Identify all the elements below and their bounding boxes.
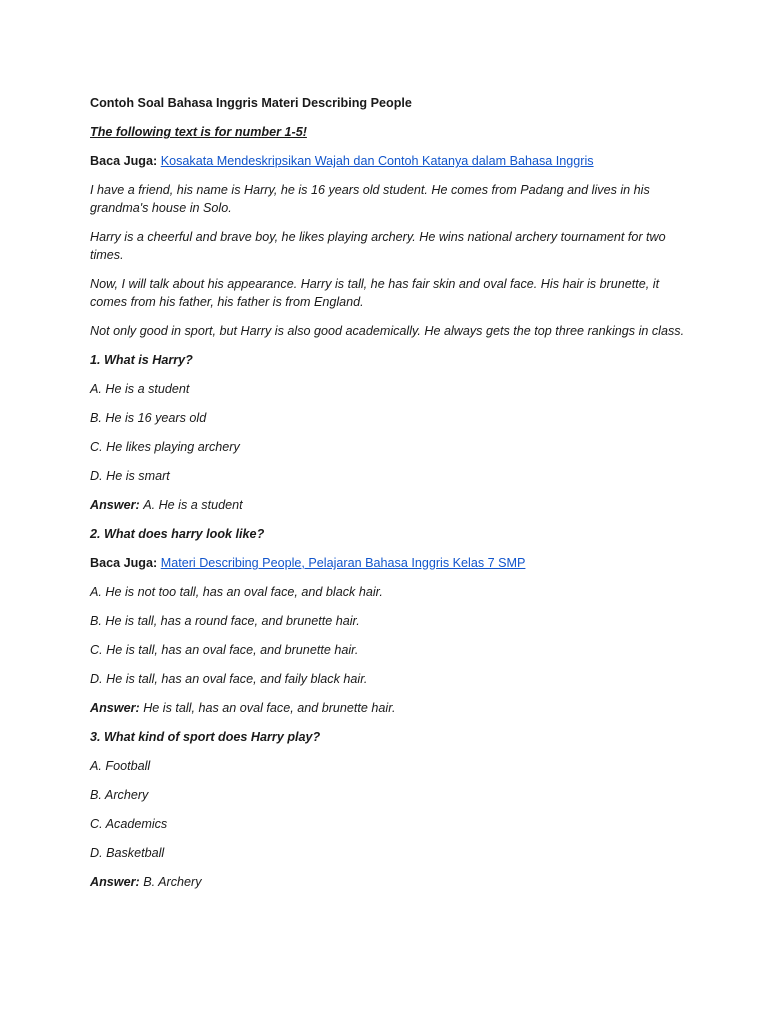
question-2-option-d: D. He is tall, has an oval face, and faily black hair. (90, 672, 368, 686)
question-1-option-b: B. He is 16 years old (90, 411, 207, 425)
answer-label: Answer: (90, 875, 140, 889)
related-link-describing-people[interactable]: Materi Describing People, Pelajaran Bahasa Inggris Kelas 7 SMP (160, 556, 526, 570)
question-3-answer (90, 873, 688, 891)
baca-juga-2 (90, 554, 688, 572)
question-2-option-b: B. He is tall, has a round face, and brunette hair. (90, 614, 360, 628)
question-1-option-a: A. He is a student (90, 382, 190, 396)
intro-note: The following text is for number 1-5! (90, 125, 307, 139)
question-3: 3. What kind of sport does Harry play? (90, 730, 321, 744)
question-1: 1. What is Harry? (90, 353, 193, 367)
story-paragraph: Now, I will talk about his appearance. Harry is tall, he has fair skin and oval face. His hair is brunette, it comes from his father, his father is from England. (90, 277, 660, 309)
question-2-option-c: C. He is tall, has an oval face, and brunette hair. (90, 643, 359, 657)
answer-label: Answer: (90, 498, 140, 512)
answer-label: Answer: (90, 701, 140, 715)
answer-text: B. Archery (143, 875, 202, 889)
question-3-option-b: B. Archery (90, 788, 149, 802)
related-link-kosakata[interactable]: Kosakata Mendeskripsikan Wajah dan Contoh Katanya dalam Bahasa Inggris (160, 154, 594, 168)
baca-juga-1 (90, 152, 688, 170)
question-3-option-c: C. Academics (90, 817, 168, 831)
question-3-option-d: D. Basketball (90, 846, 165, 860)
answer-text: He is tall, has an oval face, and brunette hair. (143, 701, 396, 715)
story-paragraph: I have a friend, his name is Harry, he is 16 years old student. He comes from Padang and lives in his grandma's house in Solo. (90, 183, 650, 215)
document-title: Contoh Soal Bahasa Inggris Materi Describing People (90, 96, 412, 110)
question-1-answer (90, 496, 688, 514)
baca-juga-label: Baca Juga: (90, 556, 158, 570)
question-1-option-c: C. He likes playing archery (90, 440, 240, 454)
baca-juga-label: Baca Juga: (90, 154, 158, 168)
question-1-option-d: D. He is smart (90, 469, 170, 483)
question-2: 2. What does harry look like? (90, 527, 265, 541)
question-2-answer (90, 699, 688, 717)
story-paragraph: Not only good in sport, but Harry is also good academically. He always gets the top three rankings in class. (90, 324, 685, 338)
question-2-option-a: A. He is not too tall, has an oval face, and black hair. (90, 585, 383, 599)
answer-text: A. He is a student (143, 498, 243, 512)
question-3-option-a: A. Football (90, 759, 151, 773)
story-paragraph: Harry is a cheerful and brave boy, he likes playing archery. He wins national archery tournament for two times. (90, 230, 666, 262)
